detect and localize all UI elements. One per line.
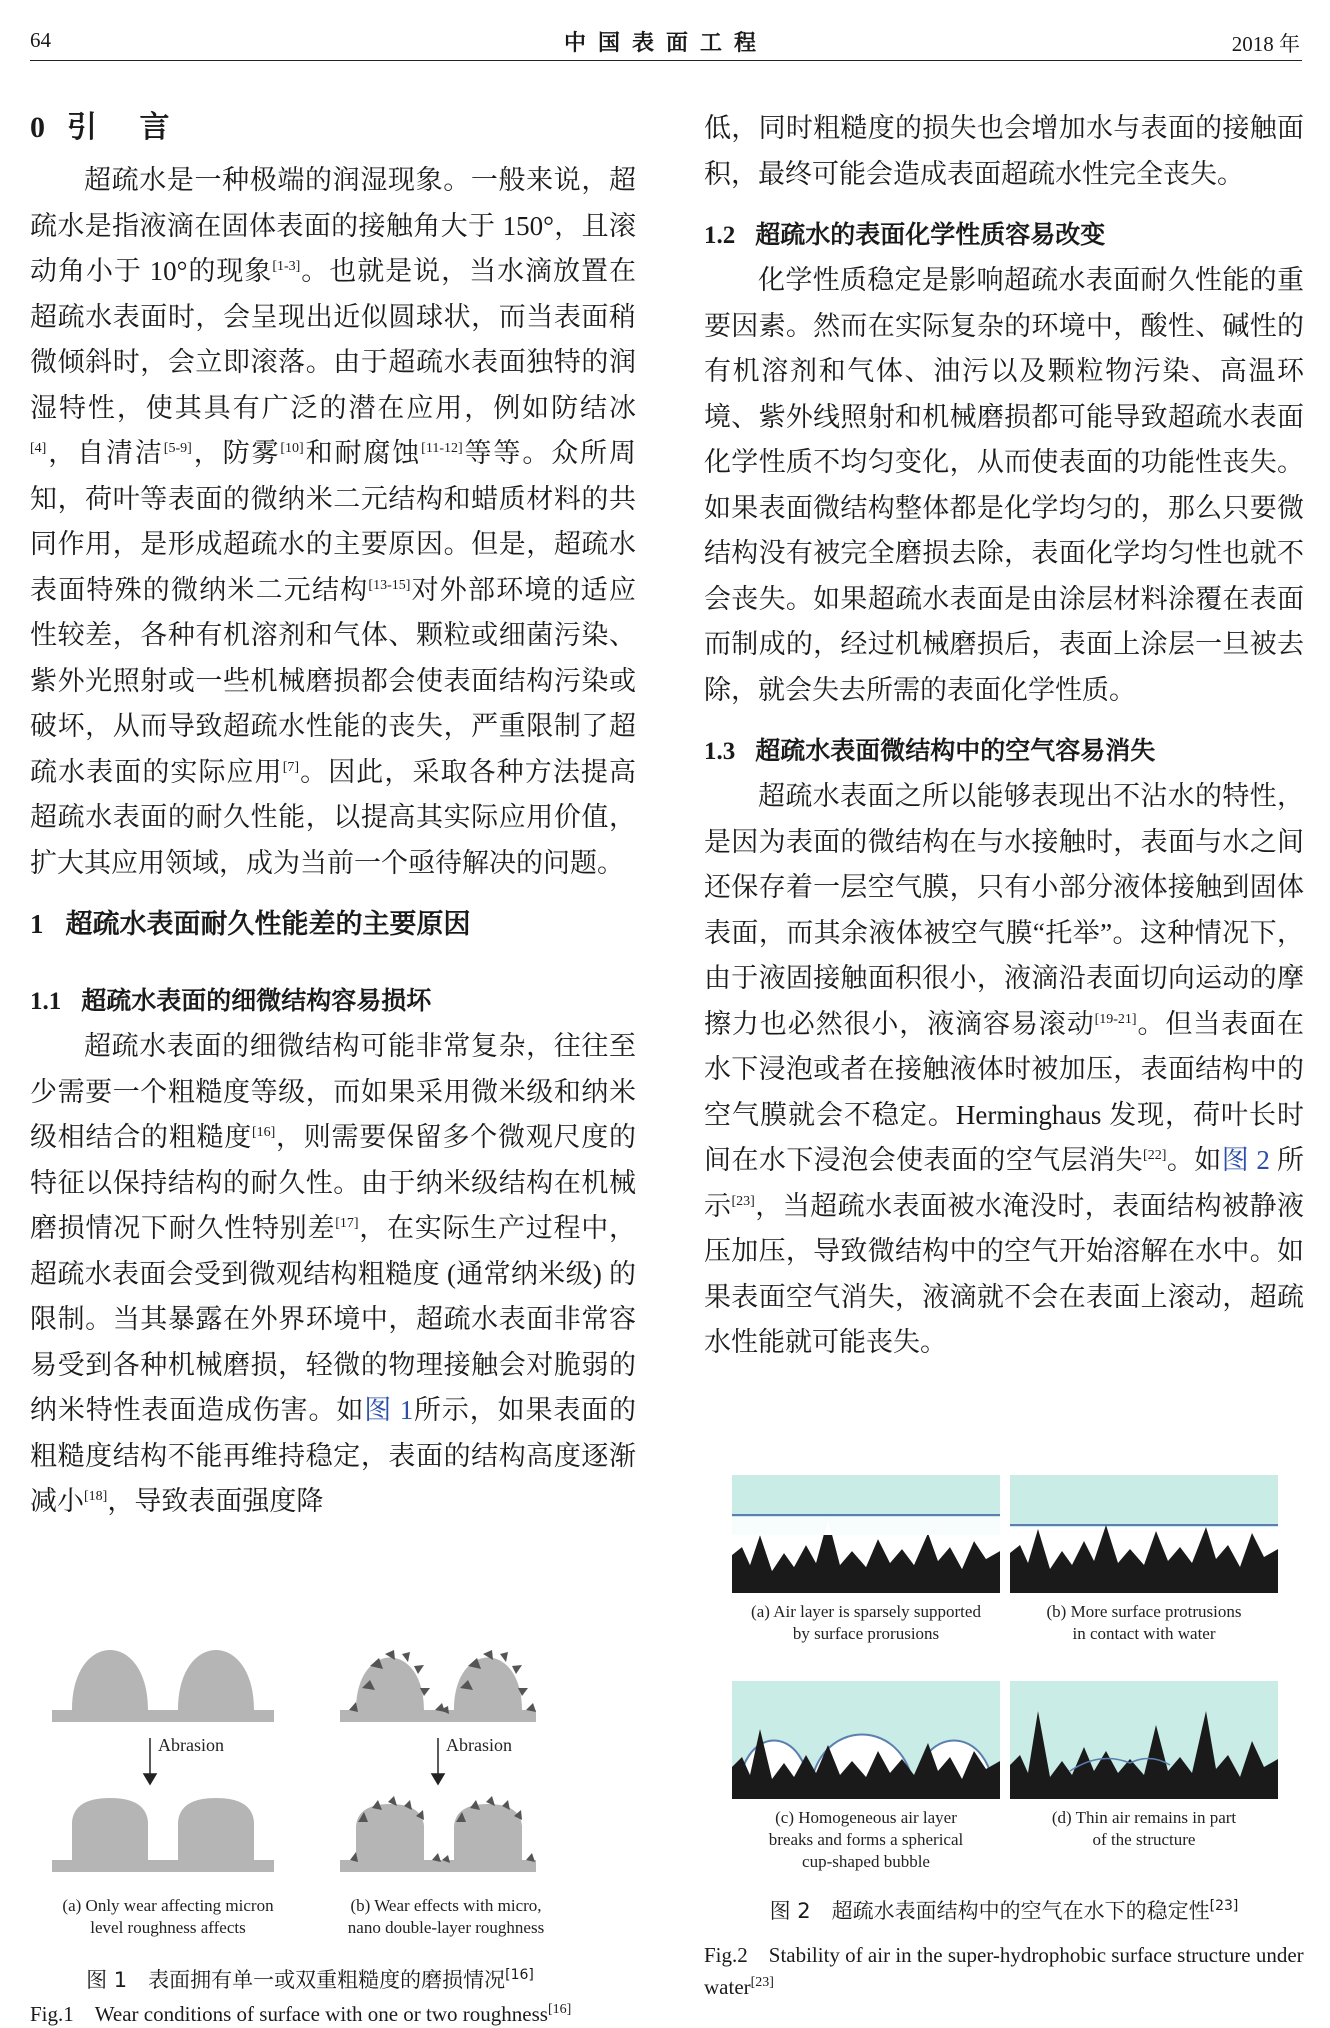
intro-paragraph: 超疏水是一种极端的润湿现象。一般来说，超疏水是指液滴在固体表面的接触角大于 150°，且滚动角小于 10°的现象[1-3]。也就是说，当水滴放置在超疏水表面时，会呈现出近似圆球状，而当表面稍微倾斜时，会立即滚落。由于超疏水表面独特的润湿特性，使其具有广泛的潜在应用，例如防结冰[4]，自清洁[5-9]，防雾[10]和耐腐蚀[11-12]等等。众所周知，荷叶等表面的微纳米二元结构和蜡质材料的共同作用，是形成超疏水的主要原因。但是，超疏水表面特殊的微纳米二元结构[13-15]对外部环境的适应性较差，各种有机溶剂和气体、颗粒或细菌污染、紫外光照射或一些机械磨损都会使表面结构污染或破坏，从而导致超疏水性能的丧失，严重限制了超疏水表面的实际应用[7]。因此，采取各种方法提高超疏水表面的耐久性能，以提高其实际应用价值，扩大其应用领域，成为当前一个亟待解决的问题。 [30, 165, 637, 878]
fig2-sub-caption-a: (a) Air layer is sparsely supported by surface prorusions [751, 1602, 981, 1643]
page-number: 64 [30, 28, 51, 52]
figure-1 [30, 1610, 640, 2026]
micron-surface-after [52, 1798, 274, 1872]
micron-surface-before [52, 1650, 274, 1722]
fig2-caption-en: Fig.2 Stability of air in the super-hydrophobic surface structure under water[23] [704, 1943, 1304, 1999]
section-1-1-heading: 1.1 超疏水表面的细微结构容易损坏 [30, 986, 432, 1015]
journal-title: 中国表面工程 [563, 31, 768, 56]
fig2-panel-d [1010, 1681, 1278, 1799]
fig1-sub-caption-b: (b) Wear effects with micro, nano double-layer roughness [347, 1896, 545, 1937]
fig2-panel-c [732, 1681, 1000, 1799]
figure-1-link[interactable]: 图 1 [364, 1395, 414, 1425]
fig2-caption-cn: 图 2 超疏水表面结构中的空气在水下的稳定性[23] [769, 1898, 1239, 1923]
right-column [704, 106, 1304, 1366]
running-header [30, 24, 1302, 61]
section-1-3-paragraph: 超疏水表面之所以能够表现出不沾水的特性，是因为表面的微结构在与水接触时，表面与水之间还保存着一层空气膜，只有小部分液体接触到固体表面，而其余液体被空气膜“托举”。这种情况下，由于液固接触面积很小，液滴沿表面切向运动的摩擦力也必然很小，液滴容易滚动[19-21]。但当表面在水下浸泡或者在接触液体时被加压，表面结构中的空气膜就会不稳定。Herminghaus 发现，荷叶长时间在水下浸泡会使表面的空气层消失[22]。如图 2 所示[23]，当超疏水表面被水淹没时，表面结构被静液压加压，导致微结构中的空气开始溶解在水中。如果表面空气消失，液滴就不会在表面上滚动，超疏水性能就可能丧失。 [704, 781, 1305, 1357]
section-1-2-heading: 1.2 超疏水的表面化学性质容易改变 [704, 220, 1106, 249]
figure-2 [704, 1475, 1304, 2020]
fig2-panel-a [732, 1475, 1000, 1593]
figure-1-diagram [40, 1610, 640, 1890]
section-0-heading: 0 引 言 [30, 110, 186, 145]
fig1-caption-en: Fig.1 Wear conditions of surface with one or two roughness[16] [30, 2002, 572, 2026]
fig2-sub-caption-b: (b) More surface protrusions in contact with water [1046, 1602, 1242, 1643]
section-1-2-paragraph: 化学性质稳定是影响超疏水表面耐久性能的重要因素。然而在实际复杂的环境中，酸性、碱性的有机溶剂和气体、油污以及颗粒物污染、高温环境、紫外线照射和机械磨损都可能导致超疏水表面化学性质不均匀变化，从而使表面的功能性丧失。如果表面微结构整体都是化学均匀的，那么只要微结构没有被完全磨损去除，表面化学均匀性也就不会丧失。如果超疏水表面是由涂层材料涂覆在表面而制成的，经过机械磨损后，表面上涂层一旦被去除，就会失去所需的表面化学性质。 [704, 265, 1304, 705]
figure-2-link[interactable]: 图 2 [1221, 1145, 1270, 1175]
fig2-panel-b [1010, 1475, 1278, 1593]
section-1-1-paragraph: 超疏水表面的细微结构可能非常复杂，往往至少需要一个粗糙度等级，而如果采用微米级和纳米级相结合的粗糙度[16]，则需要保留多个微观尺度的特征以保持结构的耐久性。由于纳米级结构在机械磨损情况下耐久性特别差[17]，在实际生产过程中，超疏水表面会受到微观结构粗糙度 (通常纳米级) 的限制。当其暴露在外界环境中，超疏水表面非常容易受到各种机械磨损，轻微的物理接触会对脆弱的纳米特性表面造成伤害。如图 1所示，如果表面的粗糙度结构不能再维持稳定，表面的结构高度逐渐减小[18]，导致表面强度降 [30, 1031, 637, 1516]
fig1-arrow-label-a: Abrasion [158, 1735, 224, 1755]
micro-nano-surface-before [340, 1650, 536, 1722]
fig2-sub-caption-c: (c) Homogeneous air layer breaks and forms a spherical cup-shaped bubble [768, 1808, 964, 1871]
fig1-sub-caption-a: (a) Only wear affecting micron level roughness affects [62, 1896, 274, 1937]
micro-nano-surface-after [340, 1796, 536, 1872]
left-column [30, 100, 636, 1525]
section-1-3-heading: 1.3 超疏水表面微结构中的空气容易消失 [704, 736, 1156, 765]
publication-year: 2018 年 [1231, 32, 1300, 56]
fig1-caption-cn: 图 1 表面拥有单一或双重粗糙度的磨损情况[16] [86, 1967, 534, 1992]
continued-paragraph: 低，同时粗糙度的损失也会增加水与表面的接触面积，最终可能会造成表面超疏水性完全丧失。 [704, 113, 1304, 189]
fig1-arrow-label-b: Abrasion [446, 1735, 512, 1755]
fig2-sub-caption-d: (d) Thin air remains in part of the structure [1051, 1808, 1237, 1849]
section-1-heading: 1 超疏水表面耐久性能差的主要原因 [30, 909, 471, 940]
